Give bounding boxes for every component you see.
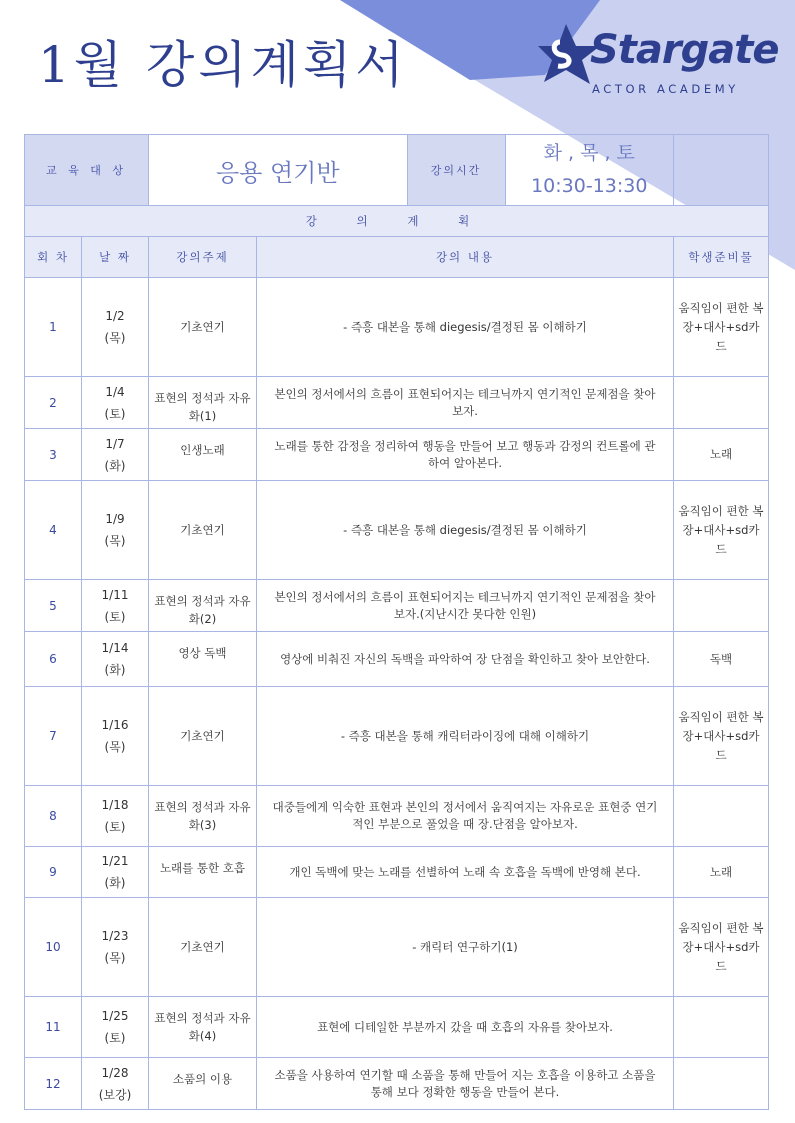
session-date (82, 377, 149, 429)
table-row (25, 898, 769, 997)
session-date-value: 1/7 (105, 436, 125, 451)
session-number: 12 (25, 1058, 82, 1110)
target-value: 응용 연기반 (149, 135, 407, 205)
session-prep: 움직임이 편한 복장+대사+sd카드 (674, 481, 769, 580)
session-date (82, 687, 149, 786)
session-topic: 기초연기 (149, 481, 257, 580)
session-number: 3 (25, 429, 82, 481)
table-row (25, 580, 769, 632)
session-prep: 움직임이 편한 복장+대사+sd카드 (674, 278, 769, 377)
session-date (82, 481, 149, 580)
session-day: (화) (104, 876, 126, 890)
session-content: 소품을 사용하여 연기할 때 소품을 통해 만들어 지는 호흡을 이용하고 소품을 통해 보다 정확한 행동을 만들어 본다. (257, 1058, 674, 1110)
session-date-value: 1/21 (101, 854, 129, 868)
session-number: 11 (25, 997, 82, 1058)
table-row (25, 377, 769, 429)
target-label: 교 육 대 상 (25, 135, 149, 206)
table-row (25, 632, 769, 687)
session-topic: 표현의 정석과 자유화(3) (149, 786, 257, 847)
plan-rows (25, 278, 769, 1110)
session-date-value: 1/18 (101, 798, 129, 812)
session-prep: 독백 (674, 632, 769, 687)
session-date-value: 1/28 (101, 1065, 129, 1080)
session-date (82, 580, 149, 632)
session-date (82, 847, 149, 898)
page-title: 1월 강의계획서 (38, 36, 408, 94)
session-topic: 노래를 통한 호흡 (149, 847, 257, 898)
info-row (25, 135, 769, 206)
schedule-spacer (674, 135, 769, 206)
session-day: (토) (104, 1031, 126, 1045)
session-day: (토) (104, 406, 126, 421)
session-day: (토) (104, 609, 126, 624)
session-date-value: 1/9 (105, 512, 125, 526)
session-prep (674, 580, 769, 632)
session-topic: 기초연기 (149, 898, 257, 997)
lecture-plan-table (24, 134, 769, 1110)
col-header-content: 강의 내용 (257, 237, 674, 278)
session-number: 9 (25, 847, 82, 898)
session-prep (674, 997, 769, 1058)
session-date (82, 997, 149, 1058)
column-header-row (25, 237, 769, 278)
table-row (25, 997, 769, 1058)
session-day: (목) (104, 534, 126, 548)
table-row (25, 481, 769, 580)
session-day: (화) (104, 458, 126, 473)
session-topic: 기초연기 (149, 687, 257, 786)
session-number: 2 (25, 377, 82, 429)
target-and-time-cell (149, 135, 674, 206)
session-content: 본인의 정서에서의 흐름이 표현되어지는 테크닉까지 연기적인 문제점을 찾아보자. (257, 377, 674, 429)
session-content: - 즉흥 대본을 통해 diegesis/결정된 몸 이해하기 (257, 278, 674, 377)
session-day: (목) (104, 331, 126, 345)
session-date-value: 1/4 (105, 384, 125, 399)
table-row (25, 1058, 769, 1110)
col-header-topic: 강의주제 (149, 237, 257, 278)
session-topic: 표현의 정석과 자유화(4) (149, 997, 257, 1058)
session-date (82, 786, 149, 847)
logo-subtitle: ACTOR ACADEMY (592, 82, 739, 96)
session-number: 8 (25, 786, 82, 847)
table-row (25, 278, 769, 377)
session-date (82, 632, 149, 687)
session-topic: 인생노래 (149, 429, 257, 481)
schedule-days (505, 135, 673, 205)
session-day: (보강) (98, 1087, 132, 1102)
session-day: (토) (104, 820, 126, 834)
session-date (82, 429, 149, 481)
session-prep (674, 377, 769, 429)
table-row (25, 687, 769, 786)
col-header-prep: 학생준비물 (674, 237, 769, 278)
session-content: 본인의 정서에서의 흐름이 표현되어지는 테크닉까지 연기적인 문제점을 찾아보자.(지난시간 못다한 인원) (257, 580, 674, 632)
session-date-value: 1/2 (105, 309, 125, 323)
schedule-hours: 10:30-13:30 (531, 175, 648, 197)
session-number: 10 (25, 898, 82, 997)
session-day: (목) (104, 951, 126, 965)
table-row (25, 429, 769, 481)
session-date-value: 1/11 (101, 587, 129, 602)
session-prep: 노래 (674, 429, 769, 481)
session-prep: 움직임이 편한 복장+대사+sd카드 (674, 687, 769, 786)
session-topic: 영상 독백 (149, 632, 257, 687)
session-content: 노래를 통한 감정을 정리하여 행동을 만들어 보고 행동과 감정의 컨트롤에 관하여 알아본다. (257, 429, 674, 481)
session-number: 1 (25, 278, 82, 377)
session-day: (화) (104, 663, 126, 677)
session-prep: 노래 (674, 847, 769, 898)
session-content: 영상에 비춰진 자신의 독백을 파악하여 장 단점을 확인하고 찾아 보안한다. (257, 632, 674, 687)
table-row (25, 847, 769, 898)
schedule-days-text: 화 , 목 , 토 (543, 141, 635, 164)
session-number: 7 (25, 687, 82, 786)
session-number: 4 (25, 481, 82, 580)
session-prep (674, 1058, 769, 1110)
plan-section-label: 강 의 계 획 (25, 206, 769, 237)
session-date (82, 898, 149, 997)
session-date (82, 1058, 149, 1110)
time-label: 강의시간 (407, 135, 505, 205)
logo-text: Stargate (590, 27, 779, 73)
session-date-value: 1/16 (101, 718, 129, 732)
session-content: - 즉흥 대본을 통해 캐릭터라이징에 대해 이해하기 (257, 687, 674, 786)
session-topic: 표현의 정석과 자유화(1) (149, 377, 257, 429)
session-content: - 캐릭터 연구하기(1) (257, 898, 674, 997)
session-content: 대중들에게 익숙한 표현과 본인의 정서에서 움직여지는 자유로운 표현중 연기적인 부분으로 풀었을 때 장.단점을 알아보자. (257, 786, 674, 847)
session-day: (목) (104, 740, 126, 754)
col-header-date: 날 짜 (82, 237, 149, 278)
session-number: 6 (25, 632, 82, 687)
session-number: 5 (25, 580, 82, 632)
col-header-no: 회 차 (25, 237, 82, 278)
session-date-value: 1/14 (101, 641, 129, 655)
session-date-value: 1/23 (101, 929, 129, 943)
session-content: 개인 독백에 맞는 노래를 선별하여 노래 속 호흡을 독백에 반영해 본다. (257, 847, 674, 898)
session-prep (674, 786, 769, 847)
session-content: - 즉흥 대본을 통해 diegesis/결정된 몸 이해하기 (257, 481, 674, 580)
session-topic: 소품의 이용 (149, 1058, 257, 1110)
session-date (82, 278, 149, 377)
session-prep: 움직임이 편한 복장+대사+sd카드 (674, 898, 769, 997)
session-date-value: 1/25 (101, 1009, 129, 1023)
session-topic: 표현의 정석과 자유화(2) (149, 580, 257, 632)
table-row (25, 786, 769, 847)
session-topic: 기초연기 (149, 278, 257, 377)
session-content: 표현에 디테일한 부분까지 갔을 때 호흡의 자유를 찾아보자. (257, 997, 674, 1058)
